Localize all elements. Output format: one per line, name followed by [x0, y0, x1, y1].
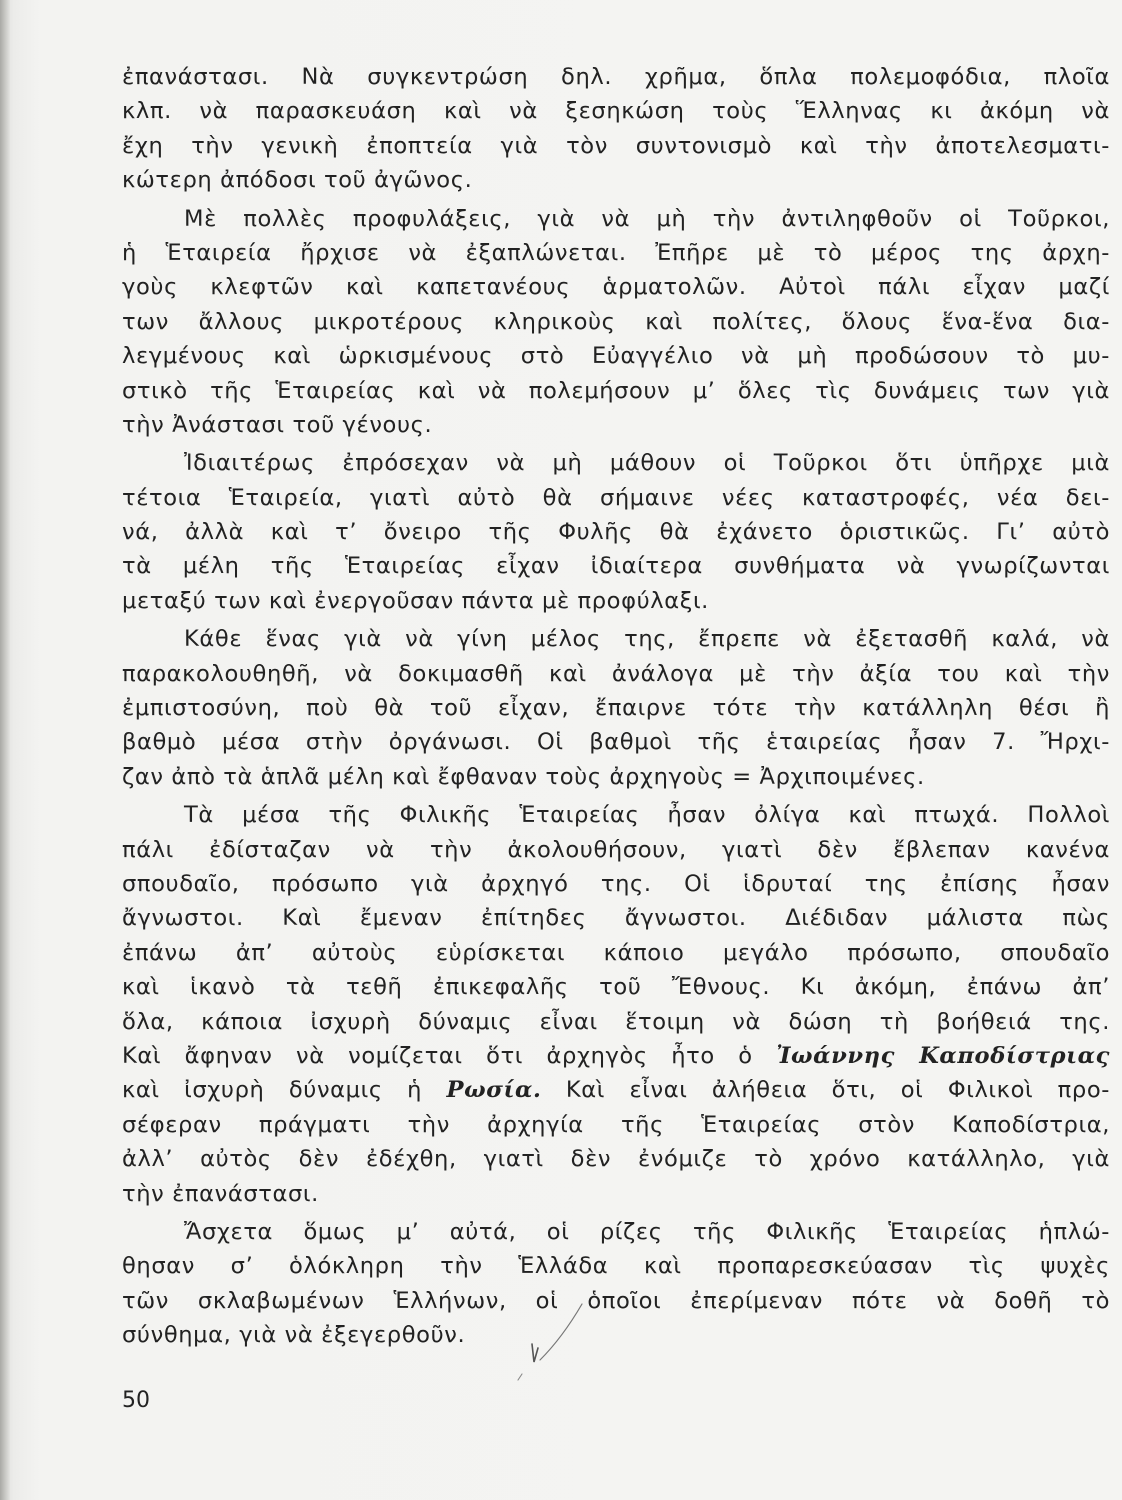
pencil-check-mark	[500, 1300, 590, 1390]
text-line: μεταξύ των καὶ ἐνεργοῦσαν πάντα μὲ προφύλαξι.	[122, 587, 709, 614]
line-text: καὶ ἰσχυρὴ δύναμις ἡ	[122, 1077, 447, 1104]
paragraph-2	[122, 202, 1110, 443]
page-number: 50	[122, 1388, 150, 1413]
text-line	[122, 1039, 1110, 1073]
name-kapodistrias: Ἰωάννης Καποδίστριας	[776, 1042, 1110, 1069]
text-line: κλπ. νὰ παρασκευάση καὶ νὰ ξεσηκώση τοὺς Ἕλληνας κι ἀκόμη νὰ	[122, 98, 1110, 125]
paragraph-5	[122, 798, 1110, 1211]
text-line: τὰ μέλη τῆς Ἑταιρείας εἶχαν ἰδιαίτερα συνθήματα νὰ γνωρίζωνται	[122, 553, 1110, 580]
paragraph-3	[122, 446, 1110, 618]
text-line: ἔχη τὴν γενικὴ ἐποπτεία γιὰ τὸν συντονισμὸ καὶ τὴν ἀποτελεσματι-	[122, 132, 1110, 159]
line-text: Καὶ εἶναι ἀλήθεια ὅτι, οἱ Φιλικοὶ προ-	[541, 1077, 1110, 1104]
text-line: κώτερη ἀπόδοσι τοῦ ἀγῶνος.	[122, 167, 473, 194]
name-rosia: Ρωσία.	[446, 1077, 542, 1104]
text-line: ἄγνωστοι. Καὶ ἔμεναν ἐπίτηδες ἄγνωστοι. Διέδιδαν μάλιστα πὼς	[122, 905, 1110, 932]
binding-shadow	[0, 0, 10, 1500]
text-line: των ἄλλους μικροτέρους κληρικοὺς καὶ πολίτες, ὅλους ἕνα-ἕνα δια-	[122, 308, 1110, 335]
text-line: λεγμένους καὶ ὡρκισμένους στὸ Εὐαγγέλιο νὰ μὴ προδώσουν τὸ μυ-	[122, 343, 1110, 370]
text-line: ἀλλ’ αὐτὸς δὲν ἐδέχθη, γιατὶ δὲν ἐνόμιζε τὸ χρόνο κατάλληλο, γιὰ	[122, 1146, 1110, 1173]
text-line: ἡ Ἑταιρεία ἤρχισε νὰ ἐξαπλώνεται. Ἐπῆρε μὲ τὸ μέρος της ἀρχη-	[122, 239, 1110, 266]
text-line: σέφεραν πράγματι τὴν ἀρχηγία τῆς Ἑταιρείας στὸν Καποδίστρια,	[122, 1111, 1110, 1138]
text-line: ὅλα, κάποια ἰσχυρὴ δύναμις εἶναι ἕτοιμη νὰ δώση τὴ βοήθειά της.	[122, 1008, 1110, 1035]
text-line: Ἄσχετα ὅμως μ’ αὐτά, οἱ ρίζες τῆς Φιλικῆς Ἑταιρείας ἡπλώ-	[184, 1218, 1110, 1245]
text-line: βαθμὸ μέσα στὴν ὀργάνωσι. Οἱ βαθμοὶ τῆς ἑταιρείας ἦσαν 7. Ἤρχι-	[122, 729, 1110, 756]
text-line: γοὺς κλεφτῶν καὶ καπετανέους ἁρματολῶν. Αὐτοὶ πάλι εἶχαν μαζί	[122, 274, 1110, 301]
text-line: ἐπάνω ἀπ’ αὐτοὺς εὑρίσκεται κάποιο μεγάλο πρόσωπο, σπουδαῖο	[122, 939, 1110, 966]
text-line: καὶ ἱκανὸ τὰ τεθῆ ἐπικεφαλῆς τοῦ Ἔθνους. Κι ἀκόμη, ἐπάνω ἀπ’	[122, 974, 1110, 1001]
text-line: σύνθημα, γιὰ νὰ ἐξεγερθοῦν.	[122, 1322, 466, 1349]
text-line: παρακολουθηθῆ, νὰ δοκιμασθῆ καὶ ἀνάλογα μὲ τὴν ἀξία του καὶ τὴν	[122, 660, 1110, 687]
paragraph-6	[122, 1215, 1110, 1353]
text-line: νά, ἀλλὰ καὶ τ’ ὄνειρο τῆς Φυλῆς θὰ ἐχάνετο ὁριστικῶς. Γι’ αὐτὸ	[122, 519, 1110, 546]
page-text	[122, 60, 1110, 1356]
text-line	[122, 1073, 1110, 1107]
text-line: Ἰδιαιτέρως ἐπρόσεχαν νὰ μὴ μάθουν οἱ Τοῦρκοι ὅτι ὑπῆρχε μιὰ	[184, 450, 1110, 477]
text-line: σπουδαῖο, πρόσωπο γιὰ ἀρχηγό της. Οἱ ἱδρυταί της ἐπίσης ἦσαν	[122, 870, 1110, 897]
text-line: τέτοια Ἑταιρεία, γιατὶ αὐτὸ θὰ σήμαινε νέες καταστροφές, νέα δει-	[122, 484, 1110, 511]
text-line: θησαν σ’ ὁλόκληρη τὴν Ἑλλάδα καὶ προπαρεσκεύασαν τὶς ψυχὲς	[122, 1253, 1110, 1280]
text-line: τὴν ἐπανάστασι.	[122, 1180, 319, 1207]
text-line: Κάθε ἕνας γιὰ νὰ γίνη μέλος της, ἔπρεπε νὰ ἐξετασθῆ καλά, νὰ	[184, 626, 1110, 653]
text-line: πάλι ἐδίσταζαν νὰ τὴν ἀκολουθήσουν, γιατὶ δὲν ἔβλεπαν κανένα	[122, 836, 1110, 863]
paragraph-1	[122, 60, 1110, 198]
text-line: στικὸ τῆς Ἑταιρείας καὶ νὰ πολεμήσουν μ’ ὅλες τὶς δυνάμεις των γιὰ	[122, 377, 1110, 404]
text-line: ζαν ἀπὸ τὰ ἁπλᾶ μέλη καὶ ἔφθαναν τοὺς ἀρχηγοὺς = Ἀρχιποιμένες.	[122, 763, 925, 790]
text-line: Τὰ μέσα τῆς Φιλικῆς Ἑταιρείας ἦσαν ὀλίγα καὶ πτωχά. Πολλοὶ	[184, 802, 1110, 829]
line-text: Καὶ ἄφηναν νὰ νομίζεται ὅτι ἀρχηγὸς ἦτο ὁ	[122, 1042, 777, 1069]
text-line: ἐμπιστοσύνη, ποὺ θὰ τοῦ εἶχαν, ἔπαιρνε τότε τὴν κατάλληλη θέσι ἢ	[122, 695, 1110, 722]
text-line: τὴν Ἀνάστασι τοῦ γένους.	[122, 411, 433, 438]
paragraph-4	[122, 622, 1110, 794]
text-line: ἐπανάστασι. Νὰ συγκεντρώση δηλ. χρῆμα, ὅπλα πολεμοφόδια, πλοῖα	[122, 64, 1110, 90]
text-line: Μὲ πολλὲς προφυλάξεις, γιὰ νὰ μὴ τὴν ἀντιληφθοῦν οἱ Τοῦρκοι,	[184, 205, 1110, 232]
text-line: τῶν σκλαβωμένων Ἑλλήνων, οἱ ὁποῖοι ἐπερίμεναν πότε νὰ δοθῆ τὸ	[122, 1287, 1110, 1314]
